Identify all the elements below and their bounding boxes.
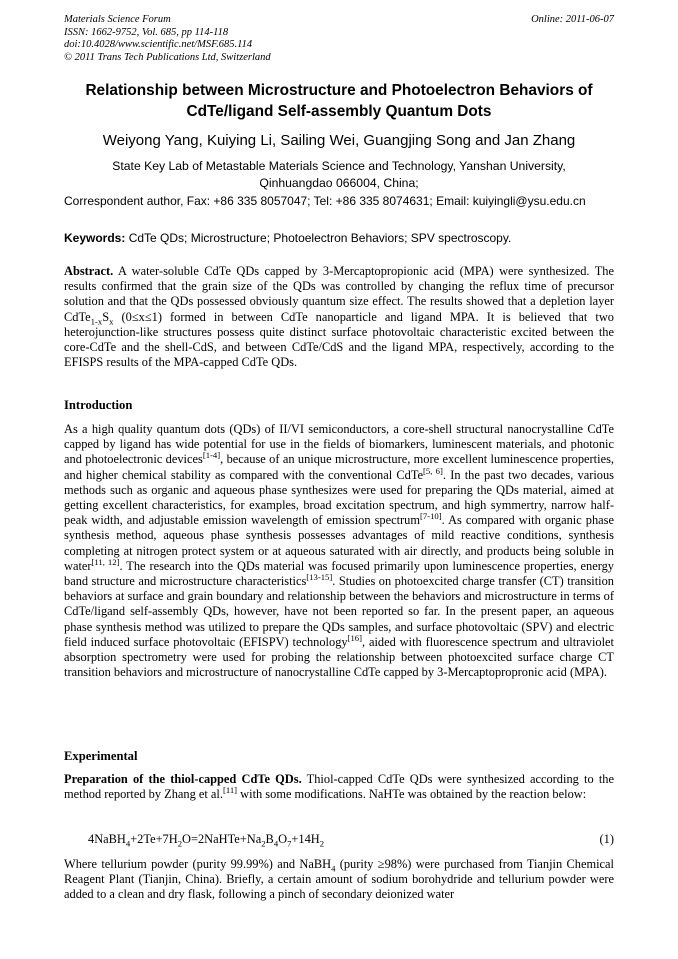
citation: [1-4] [202, 450, 221, 461]
title-line-1: Relationship between Microstructure and Photoelectron Behaviors of [85, 82, 593, 99]
intro-text-5: . The research into the QDs material was focused primarily upon luminescence properties, energy band structure and microstructure characteristics [64, 558, 614, 589]
preparation-paragraph [64, 772, 614, 802]
doi-line: doi:10.4028/www.scientific.net/MSF.685.114 [64, 39, 253, 50]
intro-text-6: . Studies on photoexcited charge transfer (CT) transition behaviors at surface and grain boundary and relationship between the behaviors and microstructure in terms of CdTe/ligand self-assembly QDs, however, have not been reported so far. In the present paper, an aqueous phase synthesis method was utilized to prepare the QDs samples, and surface photovoltaic (SPV) and electric field induced surface photovoltaic (EFISPV) technology [64, 574, 614, 649]
eq-part: O [278, 832, 288, 846]
intro-text-3: . In the past two decades, various methods such as organic and aqueous phase synthesizes were used for preparing the QDs material, aimed at getting excellent characteristics, for examples, broad excitation spectrum, and high symmertry, narrow half-peak width, and adjustable emission wavelength of emission spectrum [64, 467, 615, 528]
paper-title [50, 80, 628, 122]
abstract [64, 264, 614, 370]
materials-text-2: (purity ≥98%) were purchased from Tianjin Chemical Reagent Plant (Tianjin, China). Briefly, a certain amount of sodium borohydride and tellurium powder were added to a clean and dry flask, following a pinch of secondary deionized water [64, 857, 614, 902]
abstract-sub-2: x [109, 316, 114, 327]
eq-part: 4NaBH [88, 832, 126, 846]
eq-part: +2Te+7H [130, 832, 178, 846]
affiliation-line-2: Qinhuangdao 066004, China; [259, 175, 419, 190]
correspondent-info: Correspondent author, Fax: +86 335 8057047; Tel: +86 335 8074631; Email: kuiyingli@ysu.edu.cn [64, 194, 586, 208]
eq-sub: 2 [319, 838, 325, 849]
citation: [11] [222, 785, 238, 796]
affiliation-line-1: State Key Lab of Metastable Materials Science and Technology, Yanshan University, [112, 159, 566, 173]
citation: [5, 6] [423, 465, 443, 476]
intro-text-1: As a high quality quantum dots (QDs) of II/VI semiconductors, a core-shell structural nanocrystalline CdTe capped by ligand has wide potential for use in the fields of biomarkers, luminescent materials, and photonic and photoelectronic devices [64, 422, 614, 467]
abstract-label: Abstract. [64, 264, 114, 278]
running-header [64, 14, 614, 64]
title-line-2: CdTe/ligand Self-assembly Quantum Dots [186, 103, 492, 120]
keywords-label: Keywords: [64, 231, 126, 245]
introduction-heading: Introduction [64, 398, 133, 412]
eq-sub: 2 [261, 838, 266, 849]
intro-text-4: . As compared with organic phase synthesis method, aqueous phase synthesis possesses advantages of mild reactive conditions, synthesis completing at nitrogen protect system or at aqueous saturated with air directly, and products being soluble in water [64, 513, 614, 573]
citation: [7-10] [420, 511, 442, 522]
intro-text-2: , because of an unique microstructure, more excellent luminescence properties, and higher chemical stability as compared with the conventional CdTe [64, 452, 614, 482]
abstract-text-1: A water-soluble CdTe QDs capped by 3-Mercaptopropionic acid (MPA) were synthesized. The results confirmed that the grain size of the QDs was controlled by changing the reflux time of precursor solution and that the QDs possessed obviously quantum size effect. The results showed that a depletion layer CdTe [64, 264, 614, 324]
eq-part: B [265, 832, 274, 846]
copyright-line: © 2011 Trans Tech Publications Ltd, Switzerland [64, 51, 271, 63]
abstract-text-2: S [102, 309, 110, 324]
abstract-sub-1: 1-x [90, 316, 103, 327]
keywords [64, 230, 614, 246]
online-date: Online: 2011-06-07 [531, 14, 614, 25]
eq-part: O=2NaHTe+Na [182, 832, 262, 846]
equation-1 [88, 832, 614, 847]
citation: [13-15] [306, 571, 333, 582]
eq-sub: 4 [125, 838, 131, 849]
abstract-text-3: (0≤x≤1) formed in between CdTe nanoparticle and ligand MPA. It is believed that two heterojunction-like structures possess quite distinct surface photovoltaic characteristic excited between the core-CdTe and the shell-CdS, and between CdTe/CdS and the ligand MPA, respectively, according to the EFISPS results of the MPA-capped CdTe QDs. [64, 309, 614, 370]
intro-text-7: , aided with fluorescence spectrum and ultraviolet absorption spectrometry were used for probing the relationship between photoexcited surface charge CT transition behaviors and microstructure of nanocrystalline CdTe capped by 3-Mercaptopropronic acid (MPA). [64, 634, 614, 680]
citation: [16] [347, 632, 363, 643]
materials-text-1: Where tellurium powder (purity 99.99%) and NaBH [64, 857, 332, 871]
equation-number: (1) [599, 832, 614, 846]
preparation-label: Preparation of the thiol-capped CdTe QDs. [64, 772, 302, 786]
experimental-heading: Experimental [64, 749, 138, 763]
citation: [11, 12] [91, 556, 120, 567]
eq-sub: 4 [273, 838, 279, 849]
authors: Weiyong Yang, Kuiying Li, Sailing Wei, Guangjing Song and Jan Zhang [102, 132, 576, 149]
preparation-text-1: Thiol-capped CdTe QDs were synthesized according to the method reported by Zhang et al. [64, 772, 615, 802]
journal-name: Materials Science Forum [64, 14, 171, 25]
affiliation [80, 158, 598, 191]
eq-sub: 7 [287, 838, 292, 849]
materials-sub: 4 [331, 863, 336, 874]
introduction-paragraph [64, 422, 614, 680]
materials-paragraph [64, 857, 614, 903]
eq-part: +14H [291, 832, 320, 846]
preparation-text-2: with some modifications. NaHTe was obtained by the reaction below: [237, 787, 587, 802]
keywords-text: CdTe QDs; Microstructure; Photoelectron Behaviors; SPV spectroscopy. [125, 231, 512, 245]
issn-line: ISSN: 1662-9752, Vol. 685, pp 114-118 [64, 26, 229, 38]
eq-sub: 2 [177, 838, 183, 849]
